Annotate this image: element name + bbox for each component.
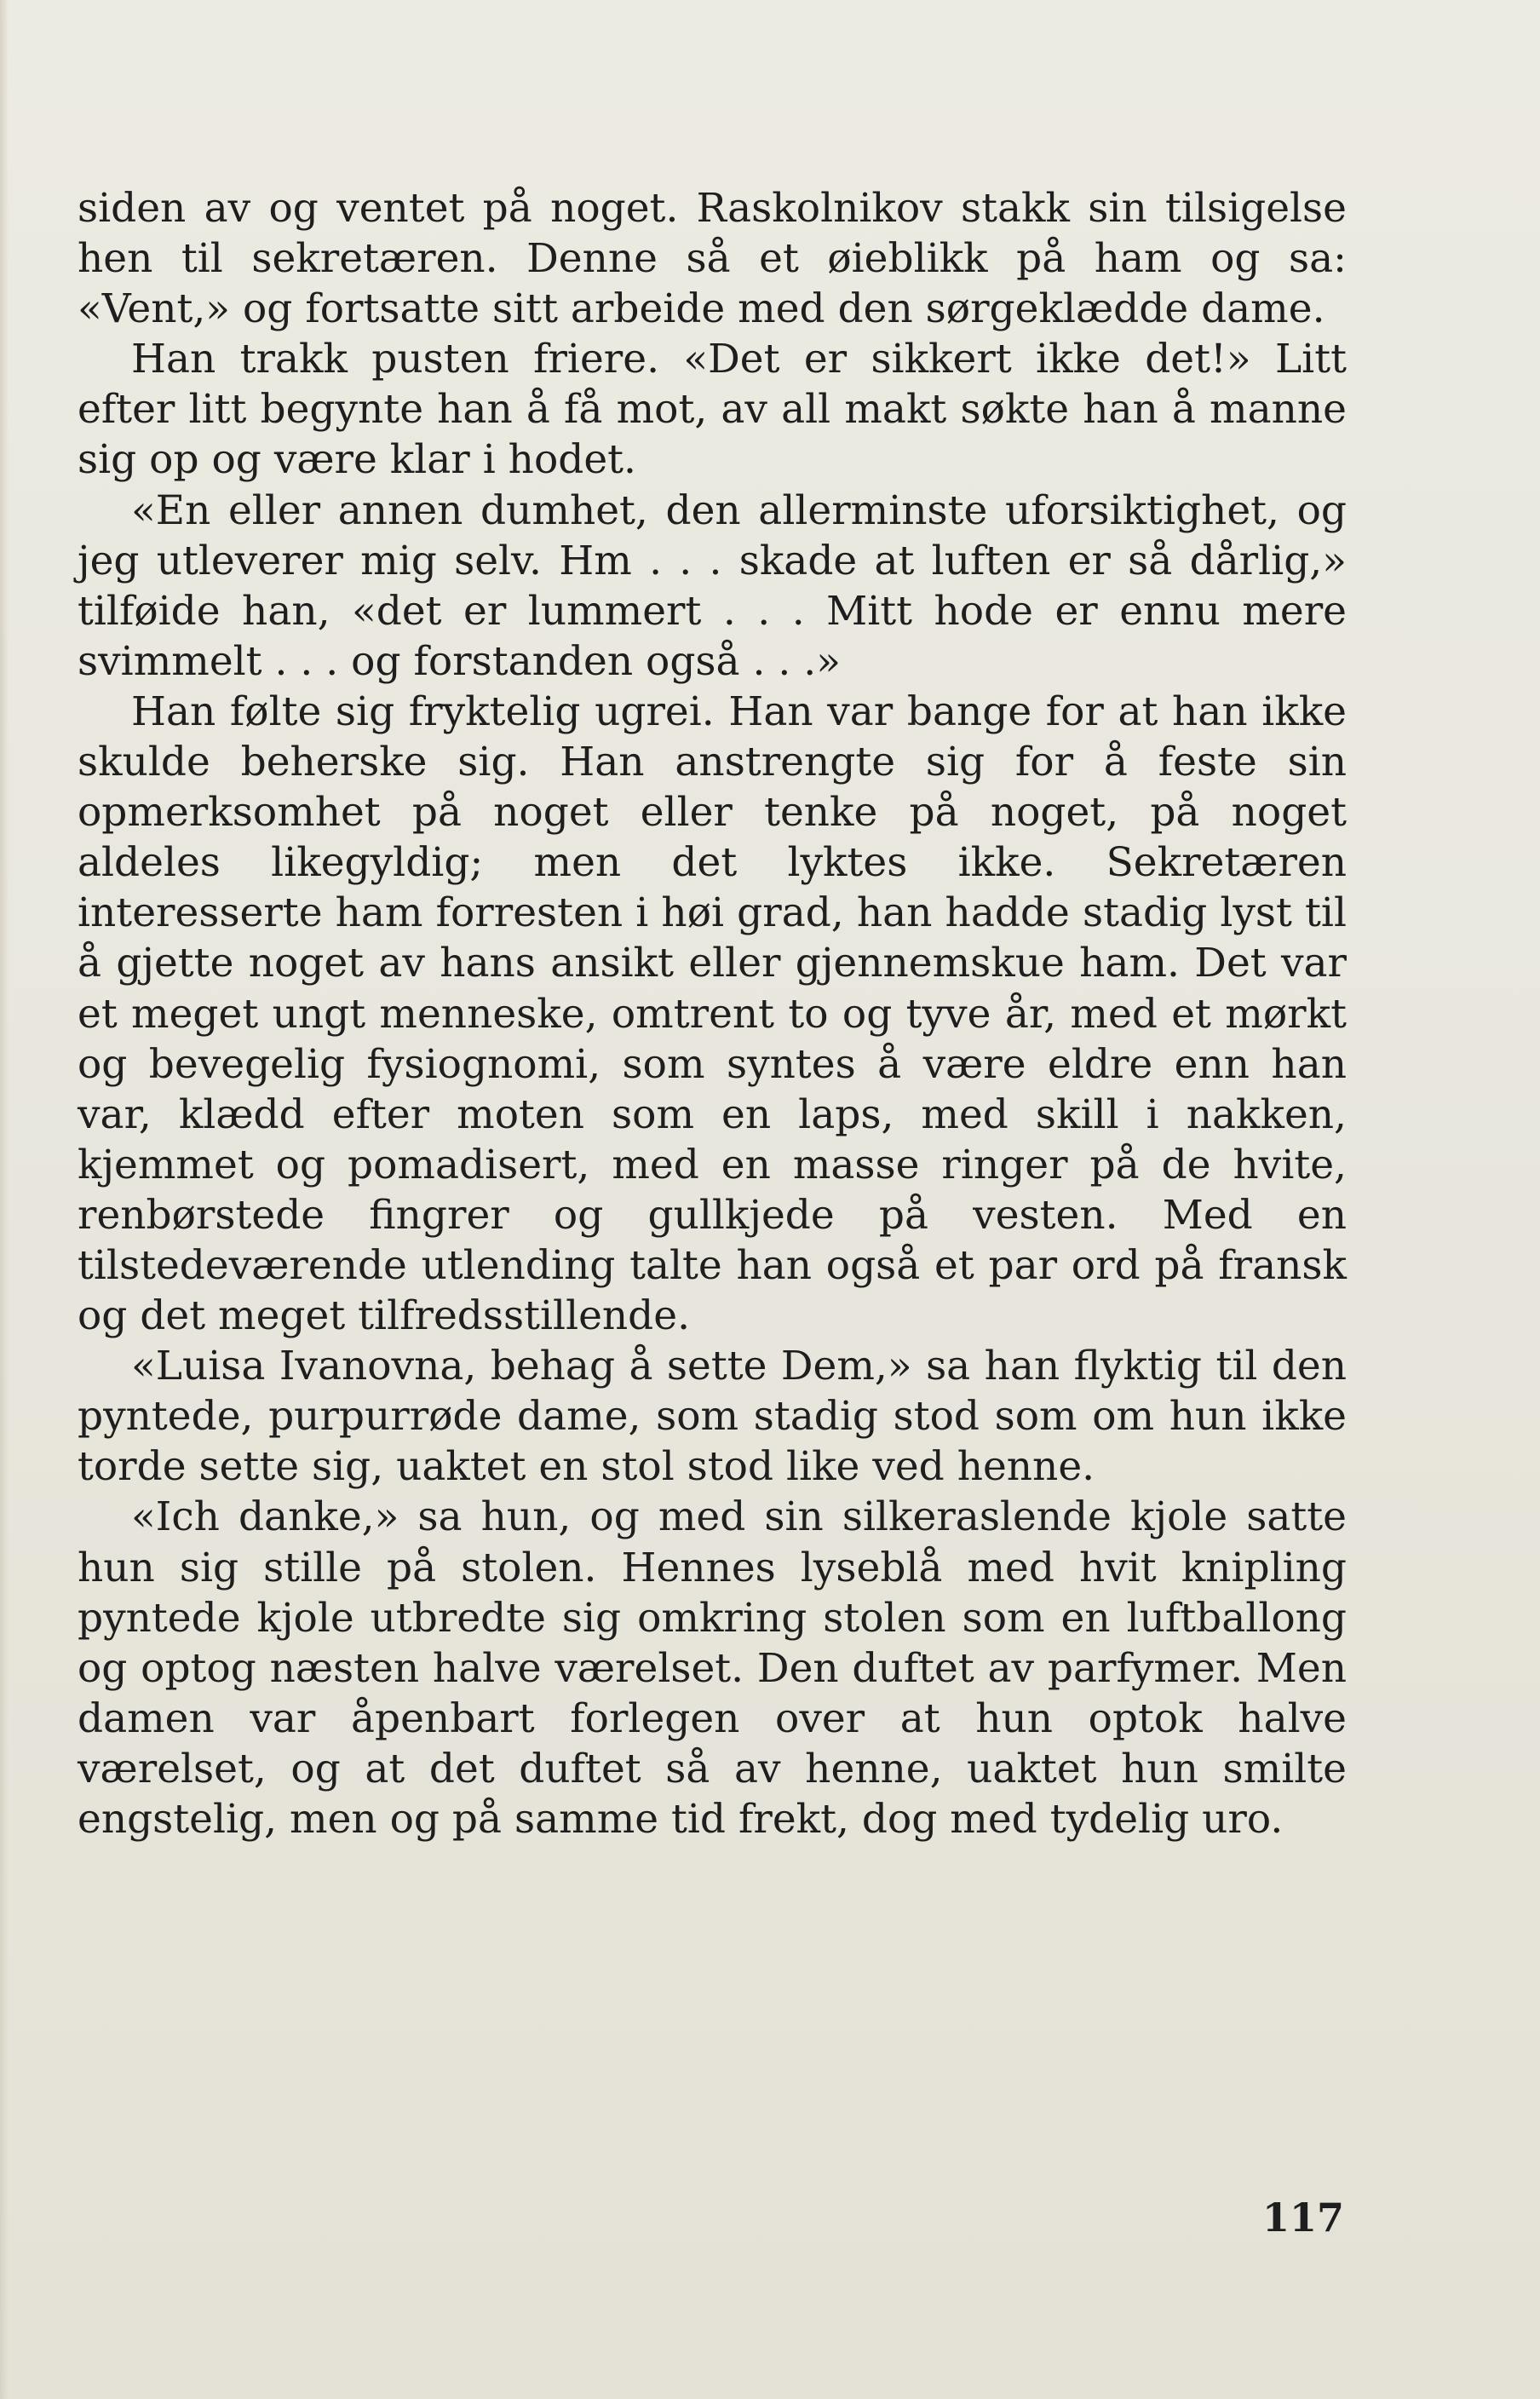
paragraph-1: siden av og ventet på noget. Raskolnikov stakk sin tilsigelse hen til sekretæren. Denne så et øieblikk på ham og sa: «Vent,» og fortsatte sitt arbeide med den sørgeklædde dame. [78,185,1347,333]
paragraph-2: Han trakk pusten friere. «Det er sikkert ikke det!» Litt efter litt begynte han å få mot, av all makt søkte han å manne sig op og være klar i hodet. [78,336,1347,484]
paragraph-3: «En eller annen dumhet, den allerminste uforsiktighet, og jeg utleverer mig selv. Hm . . . skade at luften er så dårlig,» tilføide han, «det er lummert . . . Mitt hode er ennu mere svimmelt . . . og forstanden også . . .» [78,486,1347,685]
paragraph-4: Han følte sig fryktelig ugrei. Han var bange for at han ikke skulde beherske sig. Han anstrengte sig for å feste sin opmerksomhet på noget eller tenke på noget, på noget aldeles likegyldig; men det lyktes ikke. Sekretæren interesserte ham forresten i høi grad, han hadde stadig lyst til å gjette noget av hans ansikt eller gjennemskue ham. Det var et meget ungt menneske, omtrent to og tyve år, med et mørkt og bevegelig fysiognomi, som syntes å være eldre enn han var, klædd efter moten som en laps, med skill i nakken, kjemmet og pomadisert, med en masse ringer på de hvite, renbørstede fingrer og gullkjede på vesten. Med en tilstedeværende utlending talte han også et par ord på fransk og det meget tilfredsstillende. [78,687,1347,1340]
page-number: 117 [1261,2195,1344,2241]
body-text [78,183,1347,1844]
page-edge [0,0,9,2399]
paragraph-5: «Luisa Ivanovna, behag å sette Dem,» sa han flyktig til den pyntede, purpurrøde dame, som stadig stod som om hun ikke torde sette sig, uaktet en stol stod like ved henne. [78,1343,1347,1491]
paragraph-6: «Ich danke,» sa hun, og med sin silkeraslende kjole satte hun sig stille på stolen. Hennes lyseblå med hvit knipling pyntede kjole utbredte sig omkring stolen som en luftballong og optog næsten halve værelset. Den duftet av parfymer. Men damen var åpenbart forlegen over at hun optok halve værelset, og at det duftet så av henne, uaktet hun smilte engstelig, men og på samme tid frekt, dog med tydelig uro. [78,1493,1347,1843]
